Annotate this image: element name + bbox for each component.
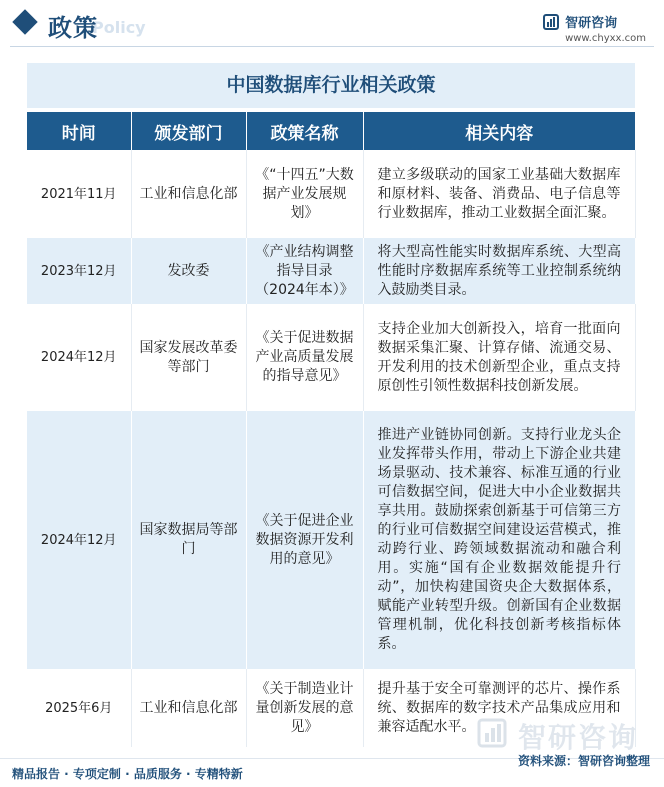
brand-logo[interactable]: [565, 12, 646, 44]
cell-content: 将大型高性能实时数据库系统、大型高性能时序数据库系统等工业控制系统纳入鼓励类目录。: [363, 238, 635, 304]
cell-content: 建立多级联动的国家工业基础大数据库和原材料、装备、消费品、电子信息等行业数据库，推动工业数据全面汇聚。: [363, 150, 635, 238]
cell-content: 推进产业链协同创新。支持行业龙头企业发挥带头作用，带动上下游企业共建场景驱动、技术兼容、标准互通的行业可信数据空间，促进大中小企业数据共享共用。鼓励探索创新基于可信第三方的行业可信数据空间建设运营模式，推动跨行业、跨领域数据流动和融合利用。实施“国有企业数据效能提升行动”，加快构建国资央企大数据体系，赋能产业转型升级。创新国有企业数据管理机制，优化科技创新考核指标体系。: [363, 411, 635, 669]
table-header-row: [27, 112, 635, 150]
cell-policy: 《关于制造业计量创新发展的意见》: [246, 669, 363, 747]
table-row: [27, 411, 635, 669]
cell-policy: 《“十四五”大数据产业发展规划》: [246, 150, 363, 238]
page-header: [0, 0, 664, 52]
cell-policy: 《关于促进企业数据资源开发利用的意见》: [246, 411, 363, 669]
cell-date: 2025年6月: [27, 669, 131, 747]
footer-services: 精品报告 · 专项定制 · 品质服务 · 专精特新: [12, 767, 243, 781]
cell-date: 2021年11月: [27, 150, 131, 238]
column-header-department: 颁发部门: [131, 112, 246, 150]
header-divider: [10, 46, 654, 47]
column-header-content: 相关内容: [363, 112, 635, 150]
cell-policy: 《产业结构调整指导目录（2024年本）》: [246, 238, 363, 304]
brand-name: 智研咨询: [565, 16, 618, 31]
cell-department: 工业和信息化部: [131, 150, 246, 238]
brand-logo-icon: [543, 14, 559, 30]
cell-department: 工业和信息化部: [131, 669, 246, 747]
cell-department: 发改委: [131, 238, 246, 304]
cell-content: 支持企业加大创新投入，培育一批面向数据采集汇聚、计算存储、流通交易、开发利用的技术创新型企业，重点支持原创性引领性数据科技创新发展。: [363, 304, 635, 411]
watermark-logo-icon: [477, 718, 507, 748]
brand-url[interactable]: www.chyxx.com: [565, 33, 646, 44]
table-row: [27, 150, 635, 238]
column-header-policy: 政策名称: [246, 112, 363, 150]
table-row: [27, 238, 635, 304]
policy-table-container: [27, 63, 635, 747]
watermark: 智研咨询: [517, 721, 638, 754]
cell-content: 提升基于安全可靠测评的芯片、操作系统、数据库的数字技术产品集成应用和兼容适配水平。: [363, 669, 635, 747]
diamond-icon: [12, 9, 37, 34]
cell-department: 国家数据局等部门: [131, 411, 246, 669]
cell-department: 国家发展改革委等部门: [131, 304, 246, 411]
cell-date: 2024年12月: [27, 304, 131, 411]
cell-date: 2023年12月: [27, 238, 131, 304]
column-header-date: 时间: [27, 112, 131, 150]
page-title: 政策: [48, 14, 98, 42]
cell-policy: 《关于促进数据产业高质量发展的指导意见》: [246, 304, 363, 411]
footer-source: 资料来源：智研咨询整理: [517, 754, 650, 768]
cell-date: 2024年12月: [27, 411, 131, 669]
header-ghost-text: Policy: [92, 18, 146, 37]
table-row: [27, 304, 635, 411]
table-title: 中国数据库行业相关政策: [27, 63, 635, 112]
policy-table: [27, 112, 636, 747]
